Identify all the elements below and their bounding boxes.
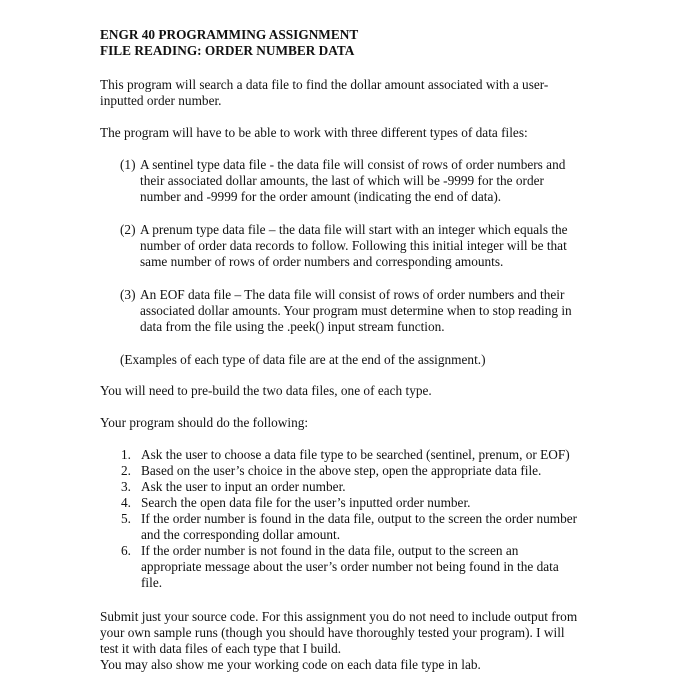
requirement-item [100,543,580,591]
requirements-list [100,447,580,591]
file-type-item [100,287,580,335]
file-type-text: A sentinel type data file - the data file will consist of rows of order numbers and their associated dollar amounts, the last of which will be -9999 for the order number and -9999 for the order amount (indicating the end of data). [140,157,566,204]
requirement-item [100,447,580,463]
file-types-intro: The program will have to be able to work with three different types of data files: [100,125,528,140]
requirement-item [100,511,580,543]
list-marker: (1) [120,157,136,172]
requirements-intro: Your program should do the following: [100,415,309,430]
assignment-title: ENGR 40 PROGRAMMING ASSIGNMENT [100,27,359,42]
list-marker: 5. [121,511,131,526]
list-marker: (3) [120,287,136,302]
file-type-text: An EOF data file – The data file will consist of rows of order numbers and their associated dollar amounts. Your program must determine when to stop reading in data from the file using the .peek() input stream function. [140,287,572,334]
file-type-list [100,157,580,335]
requirement-text: Search the open data file for the user’s inputted order number. [141,495,471,510]
requirement-item [100,479,580,495]
requirement-text: Based on the user’s choice in the above step, open the appropriate data file. [141,463,542,478]
requirement-text: Ask the user to choose a data file type to be searched (sentinel, prenum, or EOF) [141,447,570,462]
list-marker: 4. [121,495,131,510]
intro-paragraph: This program will search a data file to find the dollar amount associated with a user-inputted order number. [100,77,549,108]
requirement-text: If the order number is found in the data file, output to the screen the order number and the corresponding dollar amount. [141,511,578,542]
requirement-item [100,463,580,479]
document-page [100,27,580,673]
submission-paragraph: Submit just your source code. For this assignment you do not need to include output from your own sample runs (though you should have thoroughly tested your program). I will test it with data files of each type that I build. [100,609,578,656]
lab-note: You may also show me your working code on each data file type in lab. [100,657,481,672]
file-type-text: A prenum type data file – the data file will start with an integer which equals the number of order data records to follow. Following this initial integer will be that same number of rows of order numbers and corresponding amounts. [140,222,568,269]
requirement-text: If the order number is not found in the data file, output to the screen an appropriate message about the user’s order number not being found in the data file. [141,543,559,590]
list-marker: (2) [120,222,136,237]
prebuild-paragraph: You will need to pre-build the two data files, one of each type. [100,383,432,398]
list-marker: 6. [121,543,131,558]
examples-note: (Examples of each type of data file are at the end of the assignment.) [120,352,486,367]
requirement-text: Ask the user to input an order number. [141,479,346,494]
list-marker: 1. [121,447,131,462]
requirement-item [100,495,580,511]
file-type-item [100,157,580,205]
assignment-subtitle: FILE READING: ORDER NUMBER DATA [100,43,355,58]
list-marker: 3. [121,479,131,494]
file-type-item [100,222,580,270]
list-marker: 2. [121,463,131,478]
